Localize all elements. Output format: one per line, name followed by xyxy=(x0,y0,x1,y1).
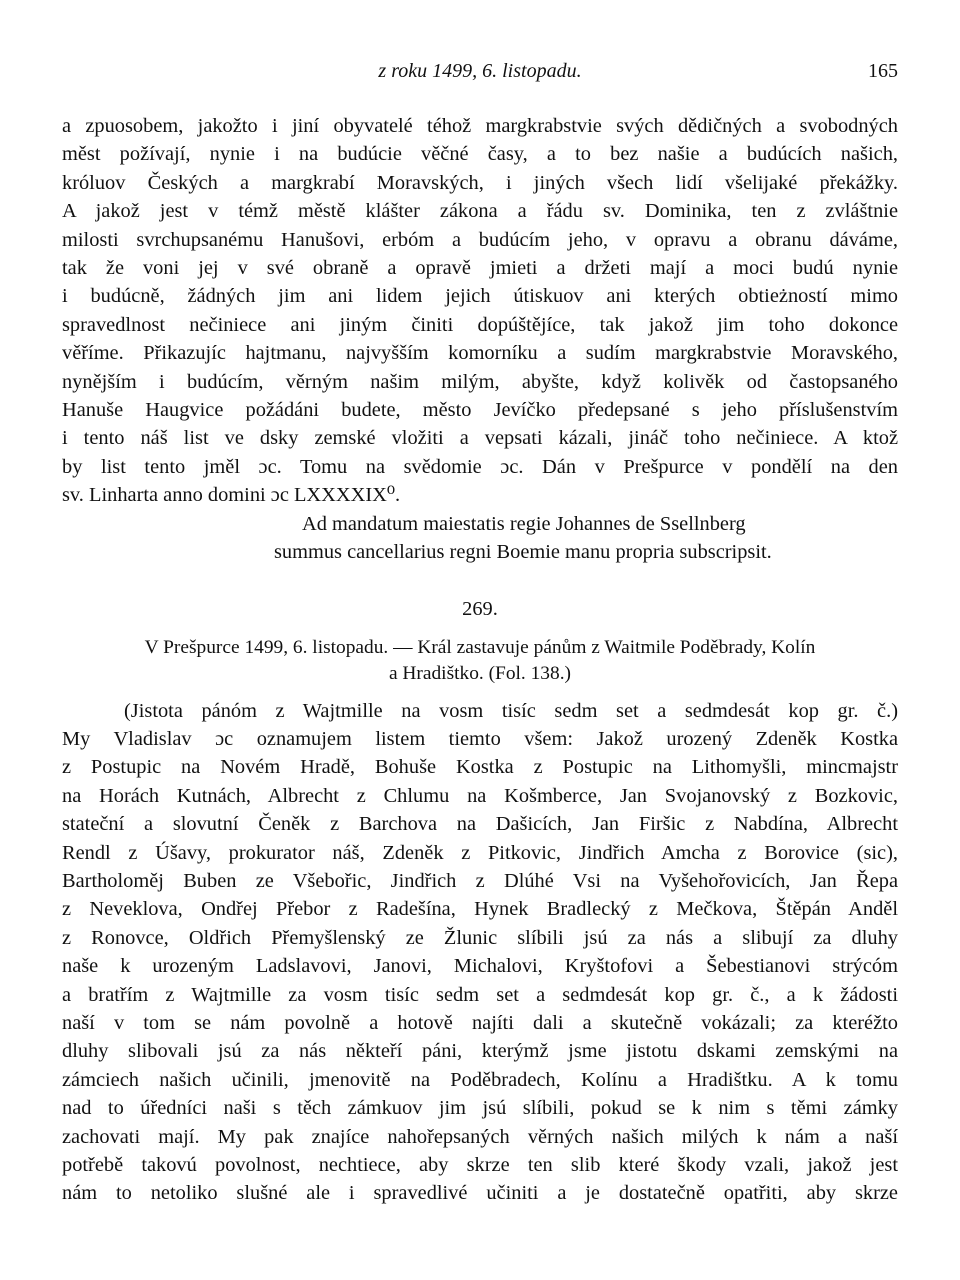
document-note xyxy=(62,697,898,725)
running-head-title: z roku 1499, 6. listopadu. xyxy=(378,60,582,82)
summary-line: V Prešpurce 1499, 6. listopadu. — Král zastavuje pánům z Waitmile Poděbrady, Kolín xyxy=(144,636,816,658)
text-line: zámciech našich učinili, jmenovitě na Poděbradech, Kolínu a Hradištku. A k tomu xyxy=(62,1068,898,1091)
text-line: króluov Českých a margkrabí Moravských, i jiných všech lidí všelijaké překážky. xyxy=(62,171,898,194)
signature-line: Ad mandatum maiestatis regie Johannes de Ssellnberg xyxy=(302,512,746,535)
text-line: měst požívají, nynie i na budúcie věčné časy, a to bez našie a budúcích našich, xyxy=(62,143,898,166)
summary-line: a Hradištko. (Fol. 138.) xyxy=(388,662,572,684)
text-line: Bartholoměj Buben ze Všebořic, Jindřich z Dlúhé Vsi na Vyšehořovicích, Jan Řepa xyxy=(62,869,898,892)
text-line: Rendl z Úšavy, prokurator náš, Zdeněk z Pitkovic, Jindřich Amcha z Borovice (sic), xyxy=(62,841,898,864)
text-line: tak že voni jej v své obraně a opravě jmieti a držeti mají a moci budú nynie xyxy=(62,257,898,280)
text-line: potřebě takovú povolnost, nechtiece, aby skrze ten slib které škody vzali, jakož jest xyxy=(62,1154,898,1176)
text-line: na Horách Kutnách, Albrecht z Chlumu na Košmberce, Jan Svojanovský z Bozkovic, xyxy=(62,784,898,807)
signature-line: summus cancellarius regni Boemie manu propria subscripsit. xyxy=(274,541,772,564)
text-line: z Neveklova, Ondřej Přebor z Radešína, Hynek Bradlecký z Mečkova, Štěpán Anděl xyxy=(62,898,898,921)
page-number: 165 xyxy=(868,60,898,82)
document-number: 269. xyxy=(462,597,498,620)
book-page xyxy=(62,60,898,1208)
text-line: nynějším i budúcím, věrným našim milým, abyšte, když kolivěk od častopsaného xyxy=(62,370,898,393)
text-line: naše k urozeným Ladslavovi, Janovi, Michalovi, Kryštofovi a Šebestianovi strýcóm xyxy=(62,955,898,978)
text-line: z Postupic na Novém Hradě, Bohuše Kostka z Postupic na Lithomyšli, mincmajstr xyxy=(62,756,898,779)
text-line: a bratřím z Wajtmille za vosm tisíc sedm set a sedmdesát kop gr. č., a k žádosti xyxy=(62,983,898,1006)
text-line: i tento náš list ve dsky zemské vložiti a vepsati kázali, jináč toho nečiniece. A ktož xyxy=(62,427,898,450)
document-summary xyxy=(62,635,898,687)
note-line: (Jistota pánóm z Wajtmille na vosm tisíc sedm set a sedmdesát kop gr. č.) xyxy=(124,699,898,722)
text-line: věříme. Přikazujíc hajtmanu, najvyšším komorníku a sudím margkrabstvie Moravského, xyxy=(62,342,898,365)
text-line: milosti svrchupsanému Hanušovi, erbóm a budúcím jeho, v opravu a obranu dáváme, xyxy=(62,228,898,251)
text-line: naší v tom se nám povolně a hotově najíti dali a skutečně vokázali; za kteréžto xyxy=(62,1011,898,1034)
text-line: z Ronovce, Oldřich Přemyšlenský ze Žlunic slíbili jsú za nás a slibují za dluhy xyxy=(62,926,898,949)
text-line: nám to netoliko slušné ale i spravedlivé učiniti a je dostatečně opatřiti, aby skrze xyxy=(62,1182,898,1205)
text-line: spravedlnost nečiniece ani jiným činiti dopúštějíce, tak jakož jim toho dokonce xyxy=(62,313,898,336)
text-line: a zpuosobem, jakožto i jiní obyvatelé téhož margkrabstvie svých dědičných a svobodných xyxy=(62,115,898,137)
text-line: dluhy slibovali jsú za nás někteří páni, kterýmž jsme jistotu dskami zemskými na xyxy=(62,1040,898,1063)
text-line: Hanuše Haugvice požádáni budete, město Jevíčko předepsané s jeho příslušenstvím xyxy=(62,399,898,422)
text-line: My Vladislav ɔc oznamujem listem tiemto všem: Jakož urozený Zdeněk Kostka xyxy=(62,727,898,750)
text-line: sv. Linharta anno domini ɔc LXXXXIX⁰. xyxy=(62,484,401,507)
text-line: stateční a slovutní Čeněk z Barchova na Dašicích, Jan Firšic z Nabdína, Albrecht xyxy=(62,813,898,836)
document-269-text xyxy=(62,725,898,1208)
running-head xyxy=(62,60,898,90)
document-268-text xyxy=(62,112,898,510)
text-line: A jakož jest v témž městě klášter zákona a řádu sv. Dominika, ten z zvláštnie xyxy=(62,200,898,223)
signature-block xyxy=(62,510,898,567)
text-line: nad to úředníci naši s těch zámkuov jim jsú slíbili, pokud se k nim s těmi zámky xyxy=(62,1097,898,1120)
text-line: zachovati mají. My pak znajíce nahořepsaných věrných našich milých k nám a naší xyxy=(62,1125,898,1148)
text-line: i budúcně, žádných jim ani lidem jejich útiskuov ani kterých obtieżností mimo xyxy=(62,285,898,308)
text-line: by list tento jměl ɔc. Tomu na svědomie ɔc. Dán v Prešpurce v pondělí na den xyxy=(62,455,898,478)
